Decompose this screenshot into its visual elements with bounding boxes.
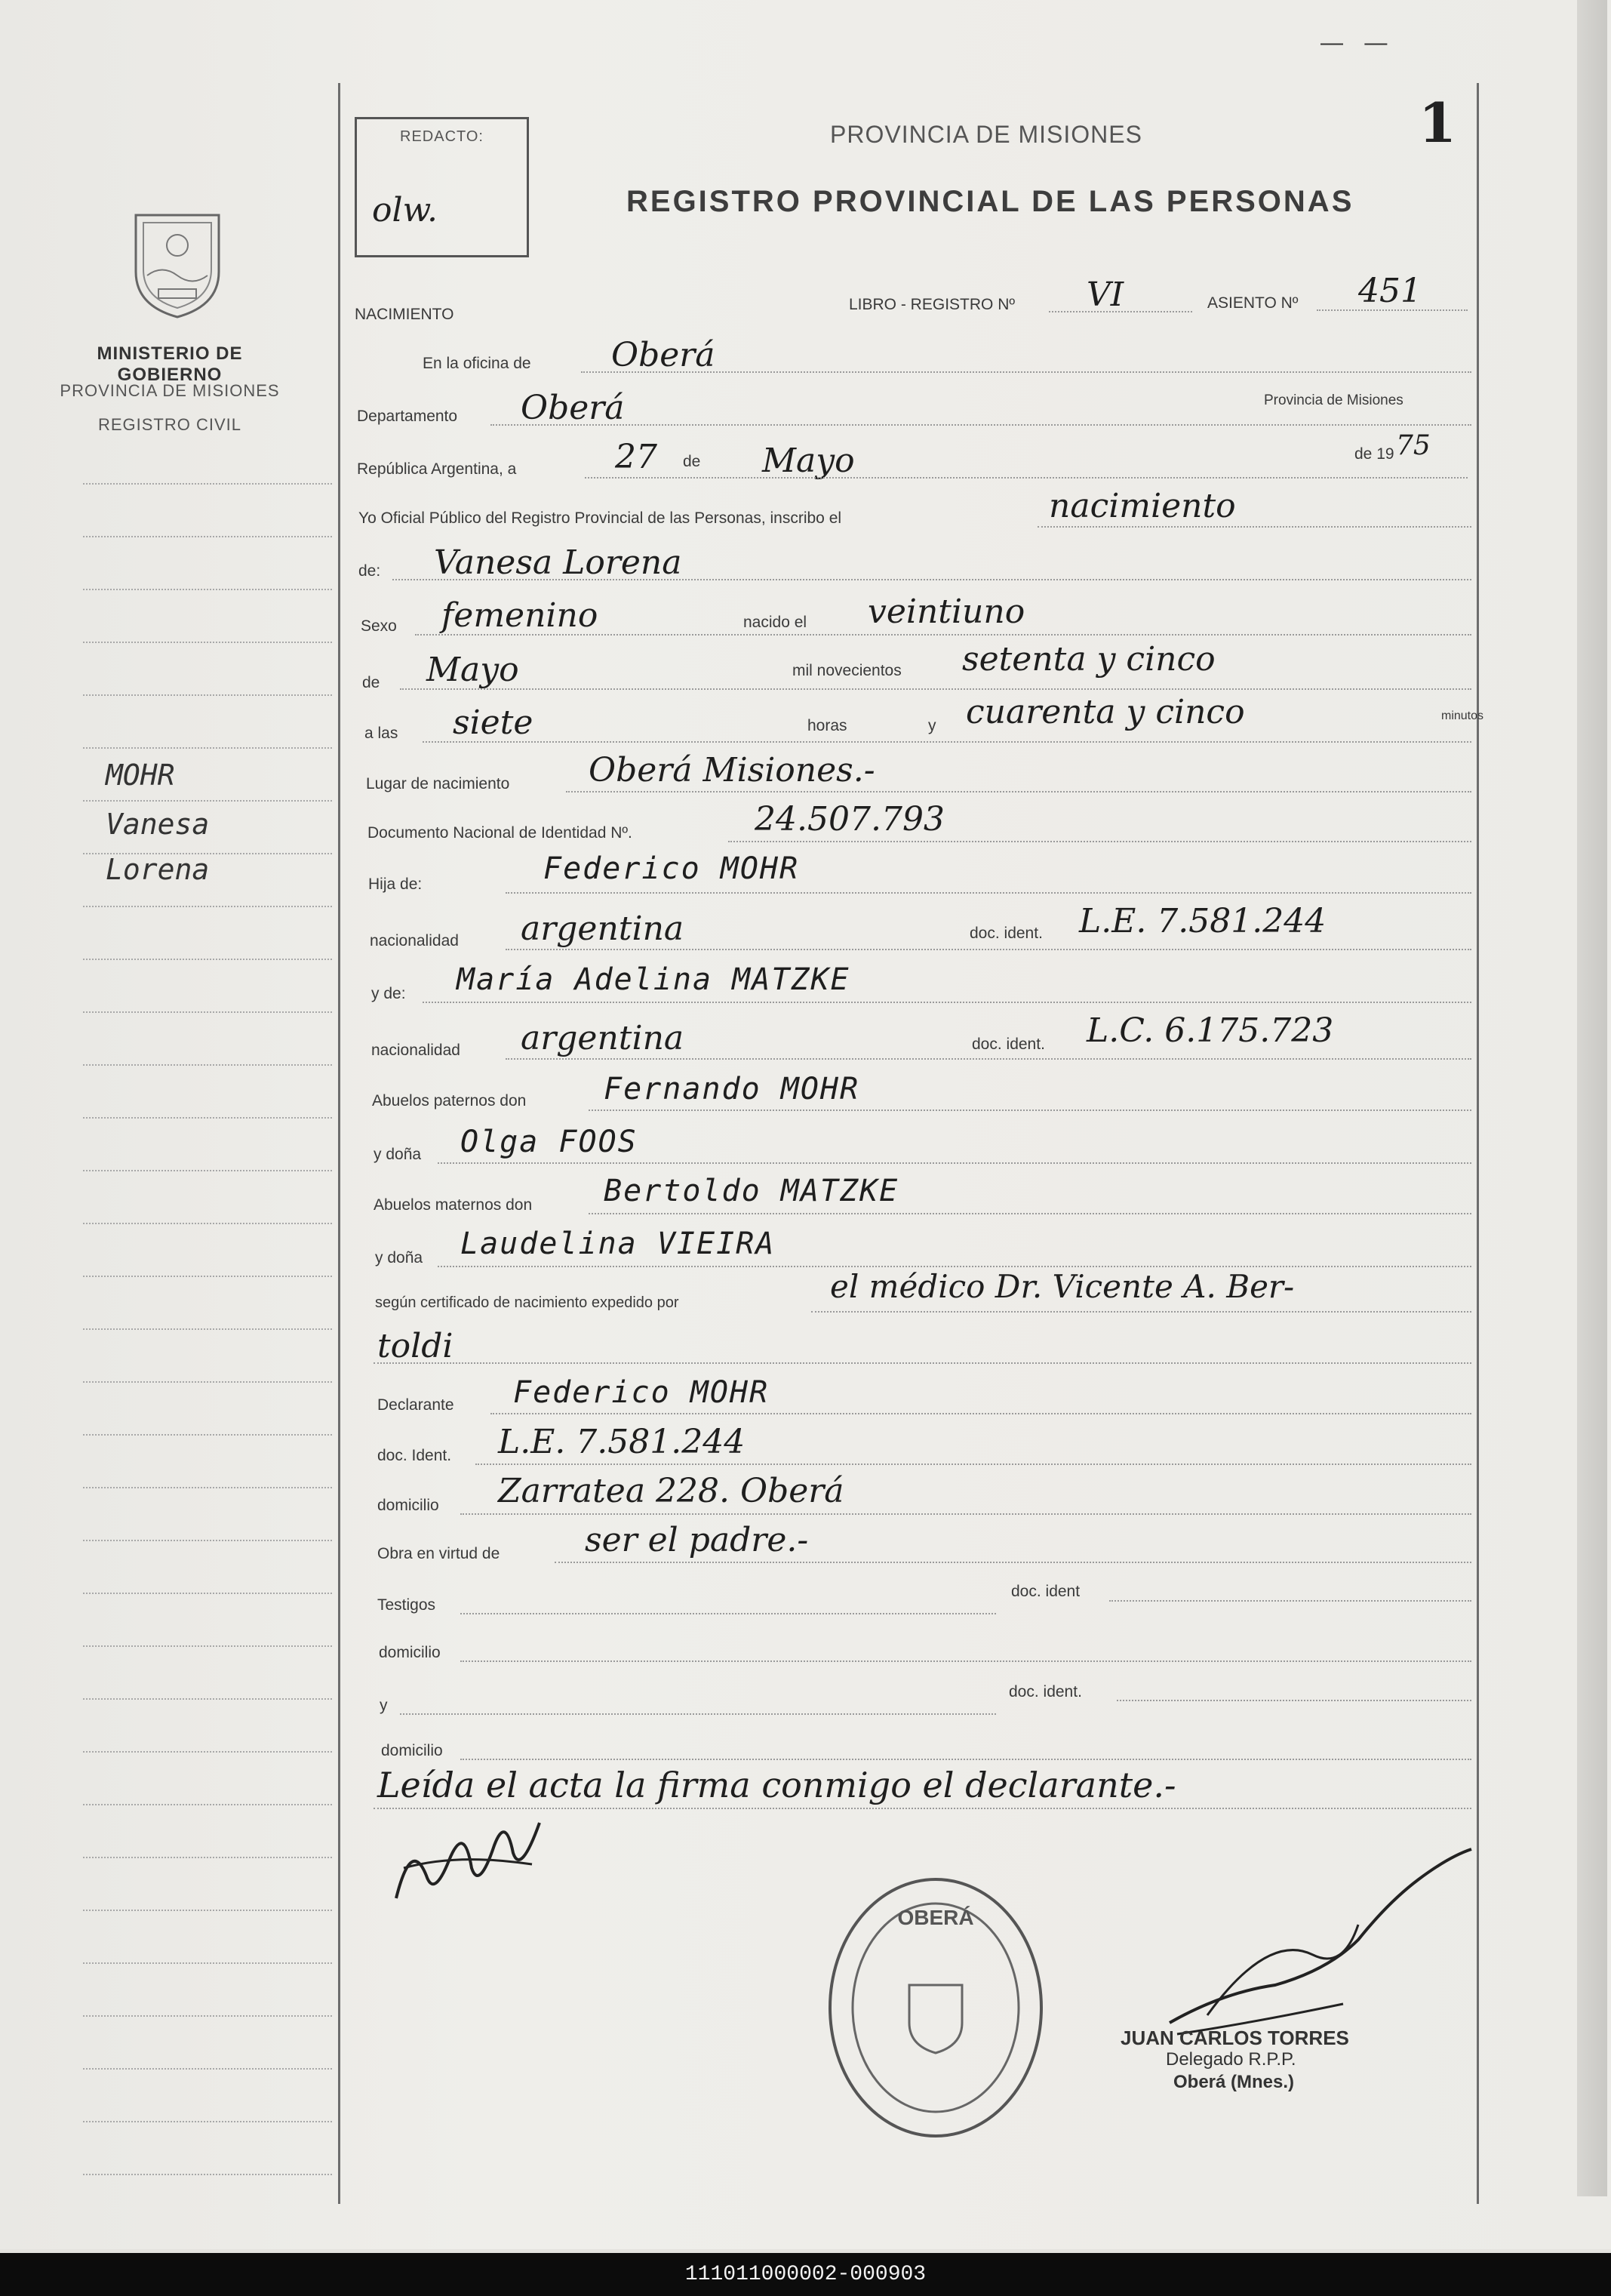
margin-ruled-line	[83, 906, 332, 907]
province-heading: PROVINCIA DE MISIONES	[830, 121, 1142, 148]
oficina-label: En la oficina de	[423, 355, 531, 372]
hija-label: Hija de:	[368, 876, 423, 893]
margin-ruled-line	[83, 2068, 332, 2070]
padre-value: Federico MOHR	[543, 851, 800, 886]
registry-heading: REGISTRO PROVINCIAL DE LAS PERSONAS	[626, 185, 1354, 218]
abuelos-paternos-label: Abuelos paternos don	[372, 1092, 527, 1110]
margin-ruled-line	[83, 2174, 332, 2175]
margin-ruled-line	[83, 1276, 332, 1277]
dotted-line	[1317, 309, 1468, 311]
dotted-line	[415, 634, 1471, 636]
dotted-line	[585, 477, 1468, 479]
margin-ruled-line	[83, 1223, 332, 1224]
dotted-line	[1109, 1600, 1471, 1602]
oficina-value: Oberá	[611, 336, 715, 374]
margin-ruled-line	[83, 1645, 332, 1647]
margin-ruled-line	[83, 1064, 332, 1066]
domicilio-value: Zarratea 228. Oberá	[498, 1472, 844, 1510]
dotted-line	[490, 424, 1471, 426]
de2-label: de:	[358, 562, 381, 580]
margin-ruled-line	[83, 1487, 332, 1488]
obra-label: Obra en virtud de	[377, 1545, 500, 1562]
dotted-line	[506, 1058, 1471, 1060]
certificado-value: el médico Dr. Vicente A. Ber-	[830, 1268, 1295, 1305]
nac1-label: nacionalidad	[370, 932, 459, 949]
asiento-label: ASIENTO Nº	[1207, 294, 1299, 312]
ydona2-label: y doña	[375, 1249, 423, 1266]
ydona1-value: Olga FOOS	[460, 1125, 638, 1159]
nac1-value: argentina	[521, 909, 684, 948]
oficial-label: Yo Oficial Público del Registro Provincial de las Personas, inscribo el	[358, 509, 842, 527]
republica-label: República Argentina, a	[357, 460, 517, 478]
doc2-value: L.C. 6.175.723	[1087, 1011, 1334, 1050]
dotted-line	[400, 688, 1471, 690]
domicilio-label: domicilio	[377, 1497, 439, 1514]
dotted-line	[1049, 311, 1192, 312]
dotted-line	[460, 1660, 1471, 1662]
scan-code-bar	[0, 2253, 1611, 2296]
official-role: Delegado R.P.P.	[1166, 2049, 1296, 2070]
declarante-value: Federico MOHR	[513, 1375, 770, 1410]
margin-ruled-line	[83, 1170, 332, 1171]
mil-value: setenta y cinco	[962, 640, 1216, 679]
dotted-line	[438, 1162, 1471, 1164]
margin-ruled-line	[83, 1011, 332, 1013]
folio-number: 1	[1419, 91, 1457, 155]
margin-ruled-line	[83, 1540, 332, 1541]
libro-label: LIBRO - REGISTRO Nº	[849, 296, 1016, 313]
mil-label: mil novecientos	[792, 662, 902, 679]
margin-ruled-line	[83, 1117, 332, 1119]
redacto-label: REDACTO:	[400, 128, 484, 145]
official-name: JUAN CARLOS TORRES	[1121, 2027, 1349, 2049]
dni-value: 24.507.793	[755, 800, 945, 839]
de3-label: de	[362, 674, 380, 691]
ydona2-value: Laudelina VIEIRA	[460, 1226, 776, 1261]
dotted-line	[460, 1759, 1471, 1760]
dotted-line	[460, 1513, 1471, 1515]
doc1-value: L.E. 7.581.244	[1079, 902, 1327, 940]
dotted-line	[490, 1413, 1471, 1414]
alas-label: a las	[364, 725, 398, 742]
nac2-value: argentina	[521, 1019, 684, 1057]
y2-label: y	[380, 1697, 388, 1714]
seal-top-text: OBERÁ	[897, 1906, 974, 1929]
margin-ruled-line	[83, 959, 332, 960]
margin-ruled-line	[83, 1751, 332, 1753]
declarante-label: Declarante	[377, 1396, 454, 1414]
y-label: y	[928, 717, 936, 734]
minutos-value: cuarenta y cinco	[966, 693, 1245, 731]
libro-value: VI	[1087, 275, 1124, 314]
dotted-line	[392, 579, 1471, 580]
asiento-value: 451	[1358, 272, 1422, 310]
dotted-line	[460, 1613, 996, 1614]
margin-ruled-line	[83, 536, 332, 537]
left-rule	[338, 83, 340, 2204]
de-label: de	[683, 453, 701, 470]
testigos-label: Testigos	[377, 1596, 436, 1614]
abuelos-maternos-value: Bertoldo MATZKE	[604, 1174, 899, 1208]
margin-ruled-line	[83, 1434, 332, 1436]
doc1-label: doc. ident.	[970, 925, 1043, 942]
dotted-line	[555, 1562, 1471, 1563]
margin-ruled-line	[83, 1910, 332, 1911]
margin-ruled-line	[83, 747, 332, 749]
certificado-label: según certificado de nacimiento expedido por	[375, 1294, 679, 1311]
top-marks: — —	[1320, 30, 1395, 55]
margin-ruled-line	[83, 800, 332, 802]
dotted-line	[506, 949, 1471, 950]
ministry-province: PROVINCIA DE MISIONES	[60, 381, 280, 400]
obra-value: ser el padre.-	[585, 1521, 809, 1559]
anio-value: 75	[1396, 430, 1431, 461]
margin-middlename: Lorena	[106, 853, 210, 886]
dotted-line	[400, 1713, 996, 1715]
mes-value: Mayo	[762, 442, 855, 480]
domicilio2-label: domicilio	[379, 1644, 441, 1661]
madre-value: María Adelina MATZKE	[457, 962, 850, 997]
docident4-label: doc. ident.	[1009, 1683, 1082, 1700]
departamento-value: Oberá	[521, 389, 625, 427]
alas-value: siete	[453, 703, 533, 742]
dotted-line	[1117, 1700, 1471, 1701]
provincia-label: Provincia de Misiones	[1264, 392, 1403, 408]
docident-label: doc. Ident.	[377, 1447, 452, 1464]
mes2-value: Mayo	[426, 651, 519, 689]
oficial-value: nacimiento	[1049, 487, 1236, 525]
declarant-signature	[381, 1793, 562, 1921]
dotted-line	[811, 1311, 1471, 1313]
abuelos-paternos-value: Fernando MOHR	[604, 1072, 860, 1106]
abuelos-maternos-label: Abuelos maternos don	[374, 1196, 533, 1214]
margin-ruled-line	[83, 2121, 332, 2122]
sexo-value: femenino	[441, 596, 598, 635]
margin-ruled-line	[83, 1804, 332, 1805]
certificado-value-cont: toldi	[377, 1327, 453, 1365]
coat-of-arms-icon	[121, 200, 234, 321]
dotted-line	[566, 791, 1471, 793]
margin-ruled-line	[83, 853, 332, 854]
horas-label: horas	[807, 717, 847, 734]
dotted-line	[589, 1110, 1471, 1111]
dotted-line	[589, 1213, 1471, 1214]
ministry-title: MINISTERIO DE GOBIERNO	[97, 343, 243, 385]
official-place: Oberá (Mnes.)	[1173, 2072, 1295, 2092]
dni-label: Documento Nacional de Identidad Nº.	[367, 824, 632, 842]
dotted-line	[438, 1266, 1471, 1267]
dotted-line	[374, 1362, 1471, 1364]
anio-label: de 19	[1354, 445, 1394, 463]
margin-ruled-line	[83, 483, 332, 485]
margin-ruled-line	[83, 694, 332, 696]
domicilio3-label: domicilio	[381, 1742, 443, 1759]
redacto-initials: olw.	[372, 191, 438, 229]
ministry-registry: REGISTRO CIVIL	[97, 415, 242, 434]
margin-ruled-line	[83, 589, 332, 590]
margin-ruled-line	[83, 1381, 332, 1383]
nac2-label: nacionalidad	[371, 1042, 460, 1059]
yde-label: y de:	[371, 985, 406, 1002]
margin-ruled-line	[83, 1328, 332, 1330]
dia-value: 27	[615, 438, 657, 476]
lugar-label: Lugar de nacimiento	[366, 775, 510, 793]
sexo-label: Sexo	[361, 617, 397, 635]
margin-ruled-line	[83, 2015, 332, 2017]
redacto-box	[355, 117, 529, 257]
dotted-line	[423, 741, 1471, 743]
lugar-value: Oberá Misiones.-	[589, 751, 875, 789]
dotted-line	[1038, 526, 1471, 528]
ydona1-label: y doña	[374, 1146, 422, 1163]
docident-value: L.E. 7.581.244	[498, 1423, 746, 1461]
margin-ruled-line	[83, 1962, 332, 1964]
margin-surname: MOHR	[106, 759, 175, 792]
dotted-line	[506, 892, 1471, 894]
nacido-label: nacido el	[743, 614, 807, 631]
official-round-seal	[822, 1872, 1049, 2144]
margin-ruled-line	[83, 1698, 332, 1700]
leida-text: Leída el acta la firma conmigo el declarante.-	[377, 1765, 1176, 1805]
margin-ruled-line	[83, 1593, 332, 1594]
doc2-label: doc. ident.	[972, 1036, 1045, 1053]
docident3-label: doc. ident	[1011, 1583, 1081, 1600]
departamento-label: Departamento	[357, 408, 458, 425]
dotted-line	[728, 841, 1471, 842]
dotted-line	[581, 371, 1471, 373]
margin-ruled-line	[83, 1857, 332, 1858]
minutos-label: minutos	[1441, 709, 1484, 722]
dotted-line	[475, 1463, 1471, 1465]
nacido-value: veintiuno	[868, 592, 1025, 631]
nacimiento-label: NACIMIENTO	[355, 306, 454, 323]
nombre-value: Vanesa Lorena	[434, 543, 682, 582]
dotted-line	[423, 1002, 1471, 1003]
margin-firstname: Vanesa	[106, 808, 210, 841]
scan-code: 111011000002-000903	[684, 2263, 927, 2286]
page-edge	[1577, 0, 1607, 2196]
margin-ruled-line	[83, 642, 332, 643]
